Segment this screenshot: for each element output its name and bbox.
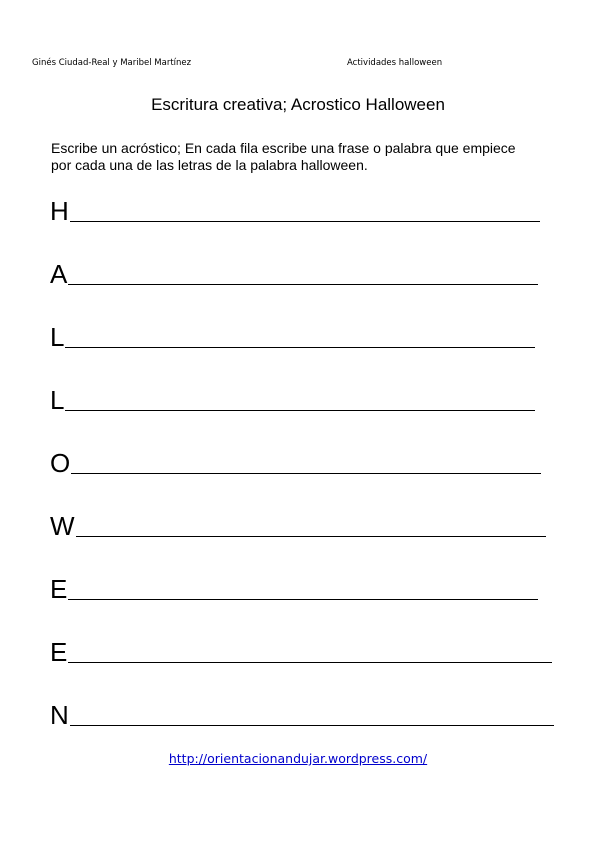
acrostic-row — [50, 694, 554, 730]
header-authors: Ginés Ciudad-Real y Maribel Martínez — [32, 58, 192, 68]
acrostic-letter: O — [50, 448, 71, 478]
acrostic-row — [50, 379, 535, 415]
acrostic-letter: N — [50, 700, 69, 730]
acrostic-letter: A — [50, 259, 68, 289]
writing-line[interactable] — [70, 725, 554, 726]
acrostic-letter: L — [50, 322, 65, 352]
writing-line[interactable] — [68, 599, 538, 600]
acrostic-row — [50, 505, 546, 541]
acrostic-letter: W — [50, 511, 75, 541]
page-title: Escritura creativa; Acrostico Halloween — [151, 95, 445, 114]
instructions-text: Escribe un acróstico; En cada fila escribe una frase o palabra que empiece por cada una de las letras de la palabra halloween. — [51, 140, 516, 173]
writing-line[interactable] — [65, 410, 535, 411]
footer-link[interactable]: http://orientacionandujar.wordpress.com/ — [168, 751, 428, 766]
writing-line[interactable] — [70, 221, 540, 222]
acrostic-row — [50, 190, 540, 226]
acrostic-letter: H — [50, 196, 69, 226]
writing-line[interactable] — [68, 662, 552, 663]
acrostic-row — [50, 316, 535, 352]
header-series: Actividades halloween — [347, 58, 443, 68]
acrostic-letter: E — [50, 637, 68, 667]
acrostic-row — [50, 253, 538, 289]
acrostic-letter: L — [50, 385, 65, 415]
acrostic-letter: E — [50, 574, 68, 604]
acrostic-row — [50, 631, 552, 667]
writing-line[interactable] — [68, 284, 538, 285]
acrostic-row — [50, 442, 541, 478]
acrostic-row — [50, 568, 538, 604]
writing-line[interactable] — [65, 347, 535, 348]
writing-line[interactable] — [76, 536, 546, 537]
writing-line[interactable] — [71, 473, 541, 474]
